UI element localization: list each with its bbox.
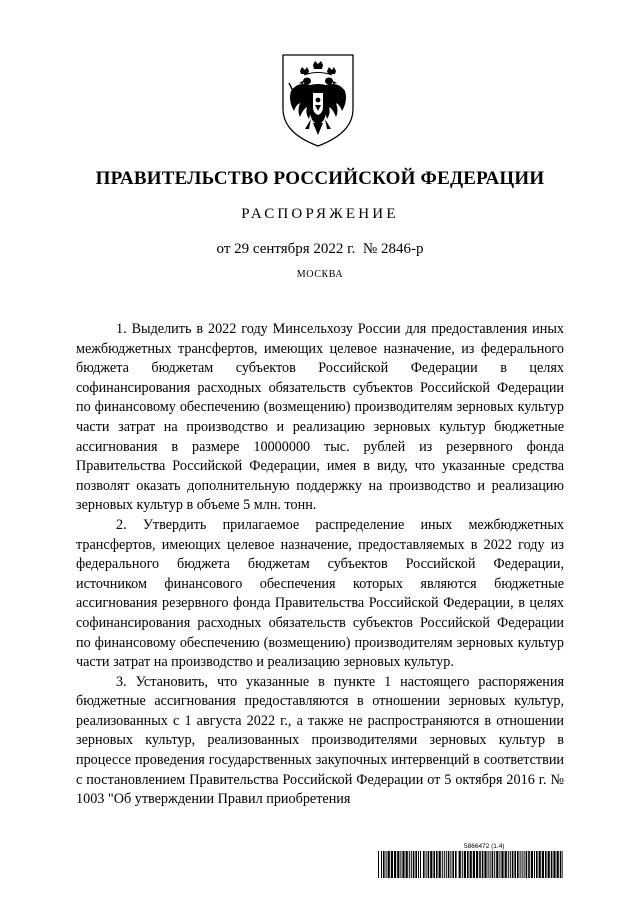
footer-document-code: 5866472 (1.4) xyxy=(464,843,505,850)
government-title: ПРАВИТЕЛЬСТВО РОССИЙСКОЙ ФЕДЕРАЦИИ xyxy=(95,168,545,189)
paragraph-2: 2. Утвердить прилагаемое распределение иных межбюджетных трансфертов, имеющих целевое назначение, предоставляемых в 2022 году из федерального бюджета бюджетам субъектов Российской Федерации, источником финансового обеспечения которых являются бюджетные ассигнования резервного фонда Правительства Российской Федерации, в целях софинансирования расходных обязательств субъектов Российской Федерации по финансовому обеспечению (возмещению) производителям зерновых культур части затрат на производство и реализацию зерновых культур. xyxy=(76,516,564,671)
document-body xyxy=(76,320,564,810)
document-type: РАСПОРЯЖЕНИЕ xyxy=(241,206,399,222)
russian-coat-of-arms-icon xyxy=(280,53,356,149)
document-date: от 29 сентября 2022 г. xyxy=(216,241,356,257)
paragraph-3: 3. Установить, что указанные в пункте 1 настоящего распоряжения бюджетные ассигнования предоставляются в отношении зерновых культур, реализованных с 1 августа 2022 г., а также не распространяются в отношении зерновых культур, реализованных производителями зерновых культур в процессе проведения государственных закупочных интервенций в соответствии с постановлением Правительства Российской Федерации от 5 октября 2016 г. № 1003 "Об утверждении Правил приобретения xyxy=(76,673,564,808)
document-date-line xyxy=(0,241,640,258)
paragraph-1: 1. Выделить в 2022 году Минсельхозу России для предоставления иных межбюджетных трансфертов, имеющих целевое назначение, из федерального бюджета бюджетам субъектов Российской Федерации в целях софинансирования расходных обязательств субъектов Российской Федерации по финансовому обеспечению (возмещению) производителям зерновых культур части затрат на производство и реализацию зерновых культур бюджетные ассигнования в размере 10000000 тыс. рублей из резервного фонда Правительства Российской Федерации, имея в виду, что указанные средства позволят оказать дополнительную поддержку на производство и реализацию зерновых культур в объеме 5 млн. тонн. xyxy=(76,321,564,514)
document-number: № 2846-р xyxy=(362,241,424,257)
barcode-icon xyxy=(378,851,563,878)
document-city: МОСКВА xyxy=(296,269,344,280)
